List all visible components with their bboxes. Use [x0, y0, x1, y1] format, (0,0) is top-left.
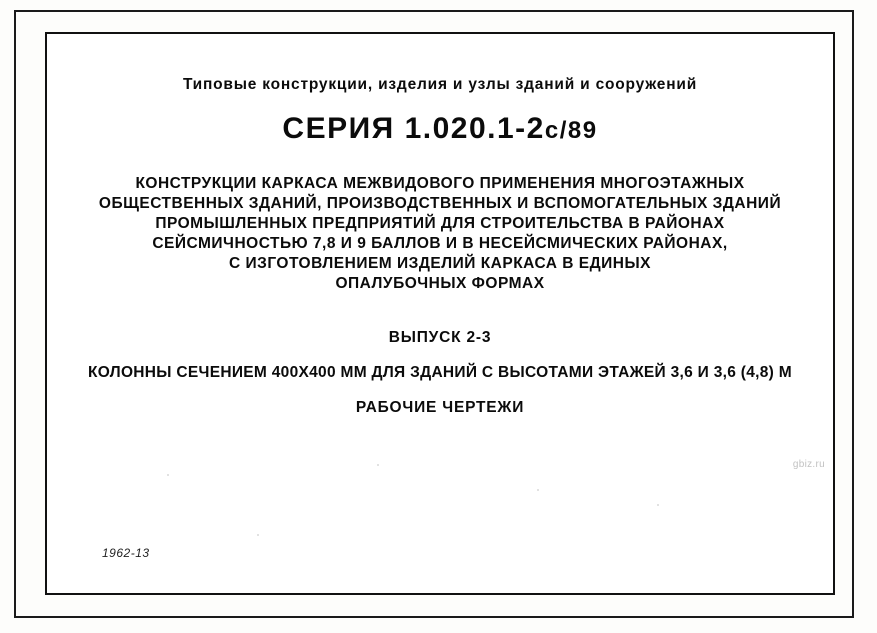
- scan-speckle: [657, 504, 659, 506]
- document-description: [47, 174, 833, 294]
- drawings-label: РАБОЧИЕ ЧЕРТЕЖИ: [355, 399, 525, 416]
- title-block-frame: [45, 32, 835, 595]
- description-line: С ИЗГОТОВЛЕНИЕМ ИЗДЕЛИЙ КАРКАСА В ЕДИНЫХ: [228, 255, 652, 272]
- columns-specification: КОЛОННЫ СЕЧЕНИЕМ 400Х400 ММ ДЛЯ ЗДАНИЙ С ВЫСОТАМИ ЭТАЖЕЙ 3,6 И 3,6 (4,8) М: [88, 364, 792, 381]
- series-number-main: СЕРИЯ 1.020.1-2: [282, 112, 545, 145]
- description-line: КОНСТРУКЦИИ КАРКАСА МЕЖВИДОВОГО ПРИМЕНЕНИЯ МНОГОЭТАЖНЫХ: [135, 175, 745, 192]
- document-series-heading: Типовые конструкции, изделия и узлы зданий и сооружений: [182, 76, 698, 93]
- description-line: ОБЩЕСТВЕННЫХ ЗДАНИЙ, ПРОИЗВОДСТВЕННЫХ И ВСПОМОГАТЕЛЬНЫХ ЗДАНИЙ: [98, 195, 782, 212]
- watermark-text: gbiz.ru: [792, 459, 825, 470]
- issue-label: ВЫПУСК 2-3: [388, 329, 492, 346]
- description-line: ПРОМЫШЛЕННЫХ ПРЕДПРИЯТИЙ ДЛЯ СТРОИТЕЛЬСТВА В РАЙОНАХ: [155, 215, 725, 232]
- description-line: ОПАЛУБОЧНЫХ ФОРМАХ: [335, 275, 545, 292]
- scan-speckle: [257, 534, 259, 536]
- title-block-content: [47, 34, 833, 593]
- scan-speckle: [537, 489, 539, 491]
- scan-speckle: [167, 474, 169, 476]
- series-number: [47, 112, 833, 146]
- series-number-suffix: с/89: [544, 117, 598, 144]
- archive-code-stamp: 1962-13: [102, 546, 150, 560]
- scan-speckle: [377, 464, 379, 466]
- description-line: СЕЙСМИЧНОСТЬЮ 7,8 И 9 БАЛЛОВ И В НЕСЕЙСМИЧЕСКИХ РАЙОНАХ,: [152, 235, 728, 252]
